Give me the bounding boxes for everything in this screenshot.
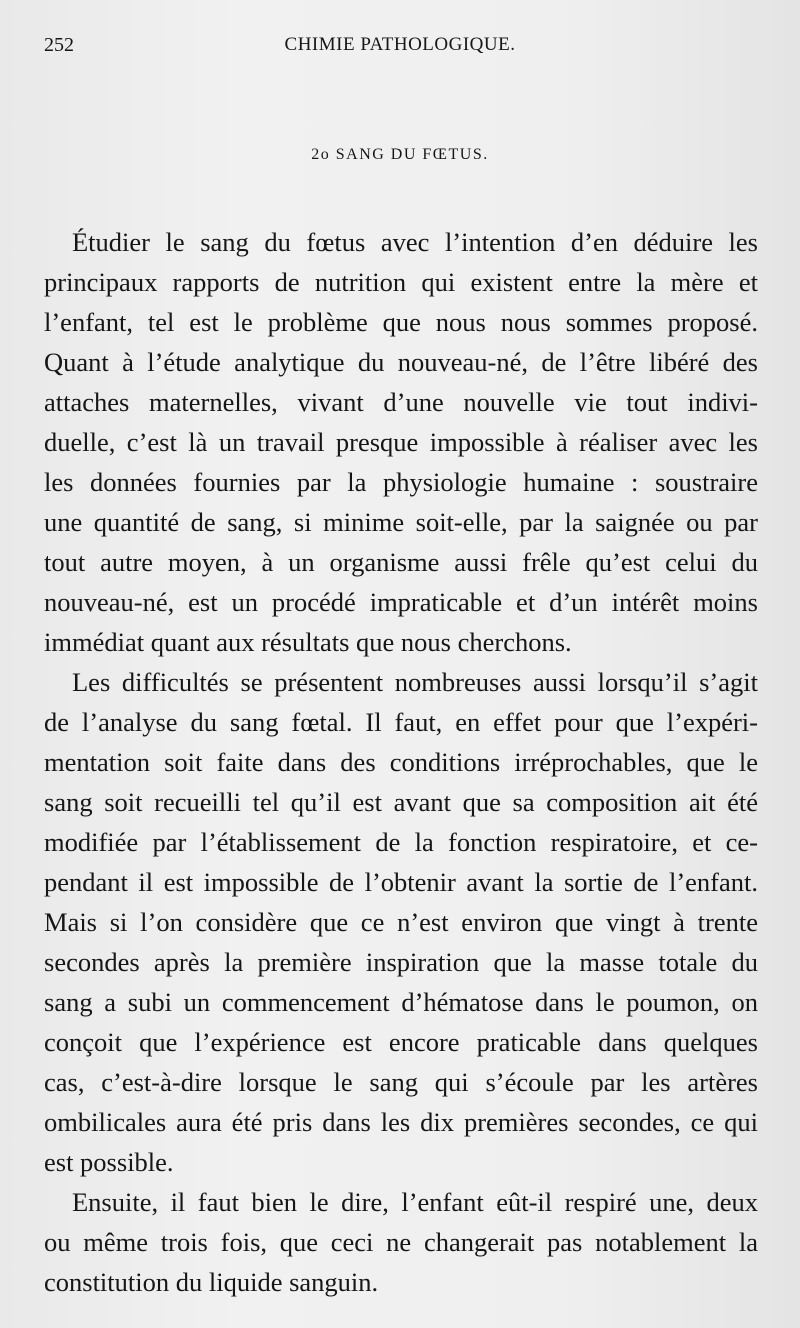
text-line: ou même trois fois, que ceci ne changerait pas notablement la xyxy=(44,1227,758,1257)
paragraph-2 xyxy=(44,662,758,1182)
text-line: de l’analyse du sang fœtal. Il faut, en effet pour que l’expéri- xyxy=(44,707,758,737)
text-line: l’enfant, tel est le problème que nous nous sommes proposé. xyxy=(44,307,758,337)
text-line: Quant à l’étude analytique du nouveau-né, de l’être libéré des xyxy=(44,347,758,377)
text-line: tout autre moyen, à un organisme aussi frêle qu’est celui du xyxy=(44,547,758,577)
section-title: 2o SANG DU FŒTUS. xyxy=(311,146,489,163)
text-line: constitution du liquide sanguin. xyxy=(44,1267,379,1297)
text-line: Ensuite, il faut bien le dire, l’enfant eût-il respiré une, deux xyxy=(72,1187,758,1217)
text-line: est possible. xyxy=(44,1147,174,1177)
text-line: immédiat quant aux résultats que nous cherchons. xyxy=(44,627,572,657)
text-line: secondes après la première inspiration que la masse totale du xyxy=(44,947,758,977)
text-line: les données fournies par la physiologie humaine : soustraire xyxy=(44,467,758,497)
page-header xyxy=(44,34,756,64)
text-line: mentation soit faite dans des conditions irréprochables, que le xyxy=(44,747,758,777)
paragraph-1 xyxy=(44,222,758,662)
text-line: principaux rapports de nutrition qui existent entre la mère et xyxy=(44,267,758,297)
text-line: sang soit recueilli tel qu’il est avant que sa composition ait été xyxy=(44,787,758,817)
text-line: duelle, c’est là un travail presque impossible à réaliser avec les xyxy=(44,427,758,457)
running-title: CHIMIE PATHOLOGIQUE. xyxy=(284,34,516,55)
text-line: ombilicales aura été pris dans les dix premières secondes, ce qui xyxy=(44,1107,758,1137)
page-number: 252 xyxy=(44,34,74,56)
text-line: une quantité de sang, si minime soit-elle, par la saignée ou par xyxy=(44,507,758,537)
text-line: cas, c’est-à-dire lorsque le sang qui s’écoule par les artères xyxy=(44,1067,758,1097)
paragraph-3 xyxy=(44,1182,758,1302)
text-line: Mais si l’on considère que ce n’est environ que vingt à trente xyxy=(44,907,758,937)
body-text xyxy=(44,222,758,1302)
text-line: modifiée par l’établissement de la fonction respiratoire, et ce- xyxy=(44,827,758,857)
text-line: conçoit que l’expérience est encore praticable dans quelques xyxy=(44,1027,758,1057)
text-line: sang a subi un commencement d’hématose dans le poumon, on xyxy=(44,987,758,1017)
text-line: attaches maternelles, vivant d’une nouvelle vie tout indivi- xyxy=(44,387,758,417)
text-line: pendant il est impossible de l’obtenir avant la sortie de l’enfant. xyxy=(44,867,758,897)
text-line: Étudier le sang du fœtus avec l’intention d’en déduire les xyxy=(72,227,758,257)
text-line: Les difficultés se présentent nombreuses aussi lorsqu’il s’agit xyxy=(72,667,758,697)
text-line: nouveau-né, est un procédé impraticable et d’un intérêt moins xyxy=(44,587,758,617)
